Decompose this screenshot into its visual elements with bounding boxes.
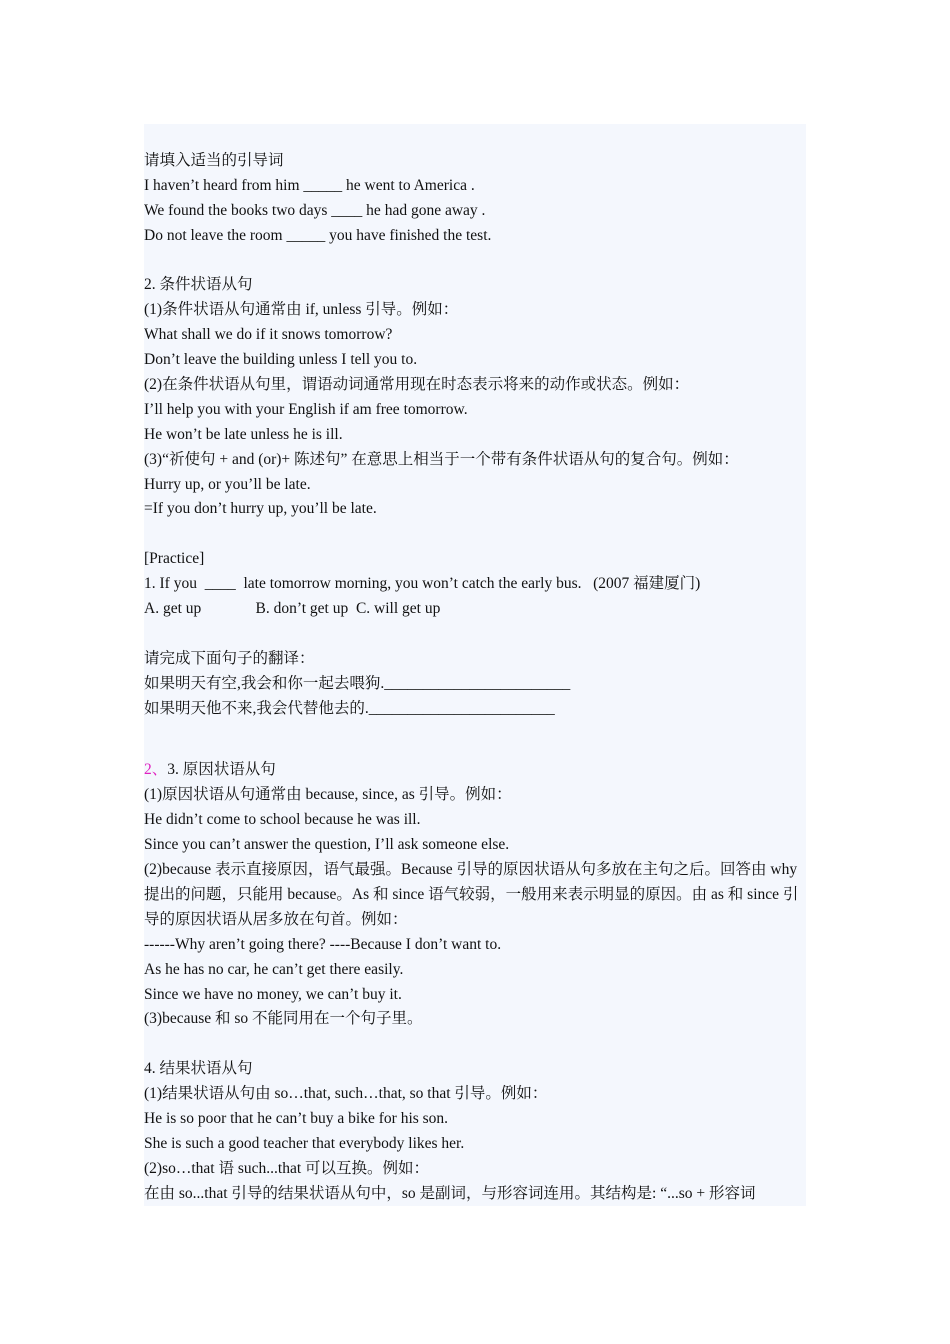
text-line: I’ll help you with your English if am free tomorrow.	[144, 400, 468, 418]
text-line: He is so poor that he can’t buy a bike for his son.	[144, 1110, 449, 1127]
text-line: =If you don’t hurry up, you’ll be late.	[144, 500, 377, 518]
practice-heading: [Practice]	[144, 550, 205, 568]
text-line: What shall we do if it snows tomorrow?	[144, 326, 393, 344]
practice-question: 1. If you ____ late tomorrow morning, you won’t catch the early bus. (2007 福建厦门)	[144, 575, 701, 593]
text-line: As he has no car, he can’t get there easily.	[144, 960, 404, 978]
text-line: (2)在条件状语从句里，谓语动词通常用现在时态表示将来的动作或状态。例如：	[144, 376, 690, 394]
text-line: (1)条件状语从句通常由 if, unless 引导。例如：	[144, 301, 459, 319]
text-line: 在由 so...that 引导的结果状语从句中，so 是副词，与形容词连用。其结构是: “...so + 形容词	[144, 1184, 756, 1202]
text-line: ------Why aren’t going there? ----Because I don’t want to.	[144, 935, 502, 953]
section-heading-cause	[144, 758, 812, 783]
translate-line: 如果明天有空,我会和你一起去喂狗.________________________	[144, 674, 571, 692]
heading-text: 3. 原因状语从句	[167, 761, 276, 779]
spacer	[144, 249, 812, 274]
document-content	[144, 149, 812, 1207]
text-line: Hurry up, or you’ll be late.	[144, 475, 311, 493]
translate-line: 如果明天他不来,我会代替他去的.________________________	[144, 699, 555, 717]
practice-options: A. get up B. don’t get up C. will get up	[144, 600, 441, 618]
intro-line: We found the books two days ____ he had gone away .	[144, 201, 486, 219]
spacer	[144, 522, 812, 547]
text-line: (2)so…that 语 such...that 可以互换。例如：	[144, 1159, 430, 1177]
text-line: He won’t be late unless he is ill.	[144, 425, 343, 443]
text-paragraph: (2)because 表示直接原因，语气最强。Because 引导的原因状语从句多放在主句之后。回答由 why 提出的问题，只能用 because。As 和 since 语气较弱，一般用来表示明显的原因。由 as 和 since 引导的原因状语从居多放在句首。例如：	[144, 861, 799, 928]
text-line: (3)“祈使句 + and (or)+ 陈述句” 在意思上相当于一个带有条件状语从句的复合句。例如：	[144, 450, 739, 468]
translate-prompt: 请完成下面句子的翻译：	[144, 649, 315, 667]
intro-line: I haven’t heard from him _____ he went to America .	[144, 176, 475, 194]
section-heading-result: 4. 结果状语从句	[144, 1060, 253, 1078]
intro-line: Do not leave the room _____ you have finished the test.	[144, 226, 492, 244]
section-heading-conditional: 2. 条件状语从句	[144, 276, 253, 294]
spacer	[144, 721, 812, 758]
text-line: She is such a good teacher that everybody likes her.	[144, 1134, 465, 1152]
text-line: (1)结果状语从句由 so…that, such…that, so that 引导。例如：	[144, 1085, 548, 1103]
text-line: Since we have no money, we can’t buy it.	[144, 985, 402, 1003]
spacer	[144, 622, 812, 647]
text-line: Since you can’t answer the question, I’ll ask someone else.	[144, 836, 510, 854]
spacer	[144, 1032, 812, 1057]
intro-prompt: 请填入适当的引导词	[144, 152, 284, 169]
text-line: (3)because 和 so 不能同用在一个句子里。	[144, 1010, 423, 1028]
text-line: He didn’t come to school because he was ill.	[144, 811, 421, 829]
heading-prefix: 2、	[144, 761, 168, 779]
text-line: Don’t leave the building unless I tell you to.	[144, 351, 418, 369]
text-line: (1)原因状语从句通常由 because, since, as 引导。例如：	[144, 786, 512, 804]
